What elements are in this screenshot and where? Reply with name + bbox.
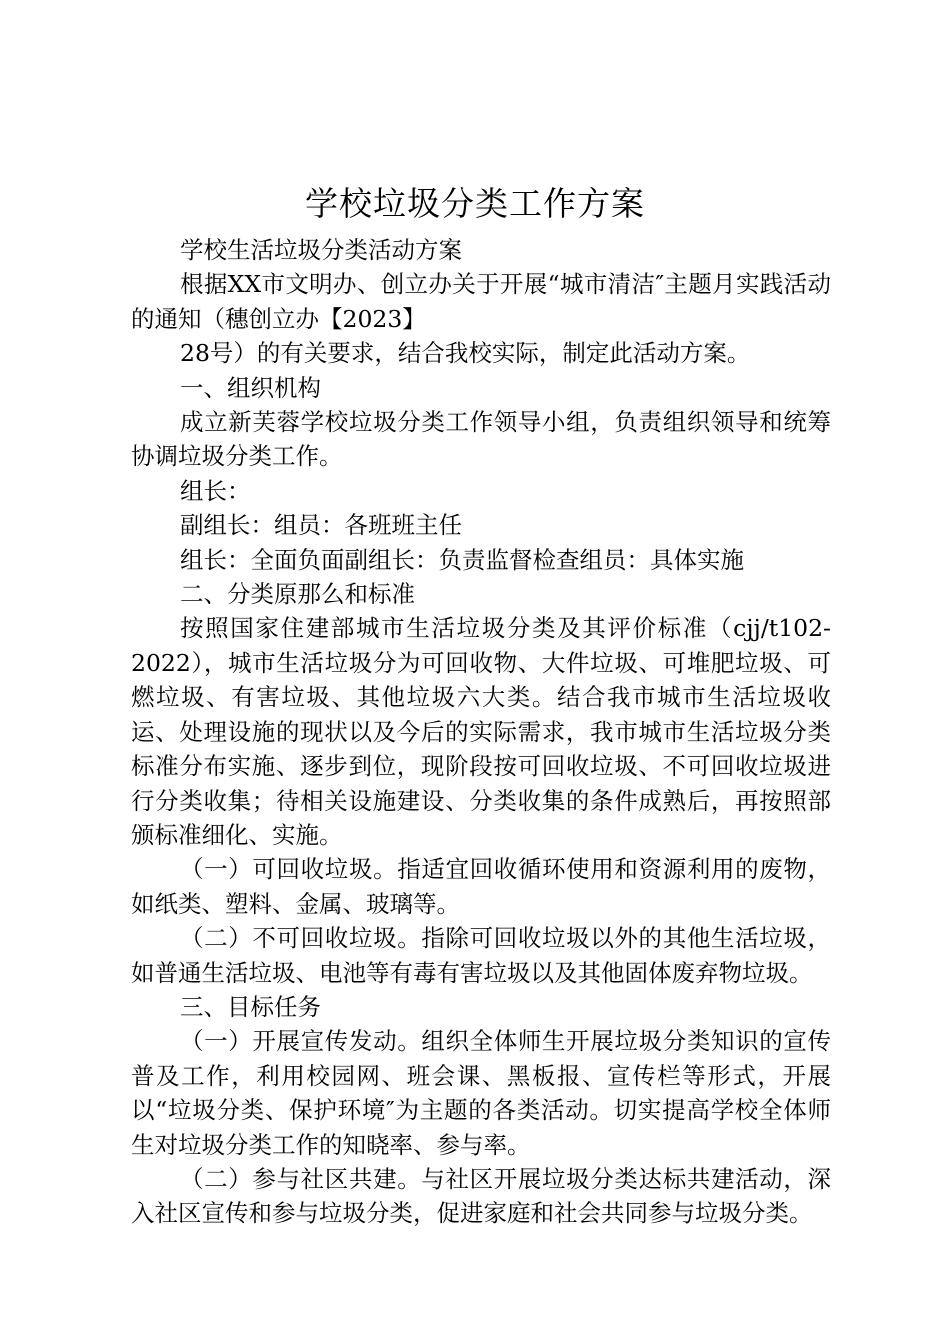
paragraph-community: （二）参与社区共建。与社区开展垃圾分类达标共建活动，深入社区宣传和参与垃圾分类，促进家庭和社会共同参与垃圾分类。 [131, 1164, 831, 1228]
section-heading-principles: 二、分类原那么和标准 [180, 580, 415, 609]
document-body [131, 233, 831, 1231]
paragraph-deputy-leader: 副组长：组员：各班班主任 [180, 511, 462, 540]
paragraph-standards: 按照国家住建部城市生活垃圾分类及其评价标准（cjj/t102-2022），城市生活垃圾分为可回收物、大件垃圾、可堆肥垃圾、可燃垃圾、有害垃圾、其他垃圾六大类。结合我市城市生活垃圾收运、处理设施的现状以及今后的实际需求，我市城市生活垃圾分类标准分布实施、逐步到位，现阶段按可回收垃圾、不可回收垃圾进行分类收集；待相关设施建设、分类收集的条件成熟后，再按照部颁标准细化、实施。 [131, 614, 831, 849]
paragraph-basis-continued: 28号）的有关要求，结合我校实际，制定此活动方案。 [180, 339, 751, 368]
paragraph-organization: 成立新芙蓉学校垃圾分类工作领导小组，负责组织领导和统筹协调垃圾分类工作。 [131, 408, 831, 471]
section-heading-organization: 一、组织机构 [180, 373, 321, 402]
paragraph-responsibilities: 组长：全面负面副组长：负责监督检查组员：具体实施 [180, 545, 744, 574]
paragraph-non-recyclable: （二）不可回收垃圾。指除可回收垃圾以外的其他生活垃圾，如普通生活垃圾、电池等有毒有害垃圾以及其他固体废弃物垃圾。 [131, 924, 831, 987]
paragraph-leader: 组长： [180, 476, 251, 505]
document-title: 学校垃圾分类工作方案 [305, 184, 645, 223]
paragraph-recyclable: （一）可回收垃圾。指适宜回收循环使用和资源利用的废物，如纸类、塑料、金属、玻璃等。 [131, 855, 831, 918]
paragraph-publicity: （一）开展宣传发动。组织全体师生开展垃圾分类知识的宣传普及工作，利用校园网、班会课、黑板报、宣传栏等形式，开展以“垃圾分类、保护环境″为主题的各类活动。切实提高学校全体师生对垃圾分类工作的知晓率、参与率。 [131, 1027, 831, 1159]
paragraph-basis: 根据XX市文明办、创立办关于开展“城市清洁″主题月实践活动的通知（穗创立办【2023】 [131, 270, 831, 333]
section-heading-tasks: 三、目标任务 [180, 992, 321, 1021]
paragraph-subtitle: 学校生活垃圾分类活动方案 [180, 236, 462, 264]
